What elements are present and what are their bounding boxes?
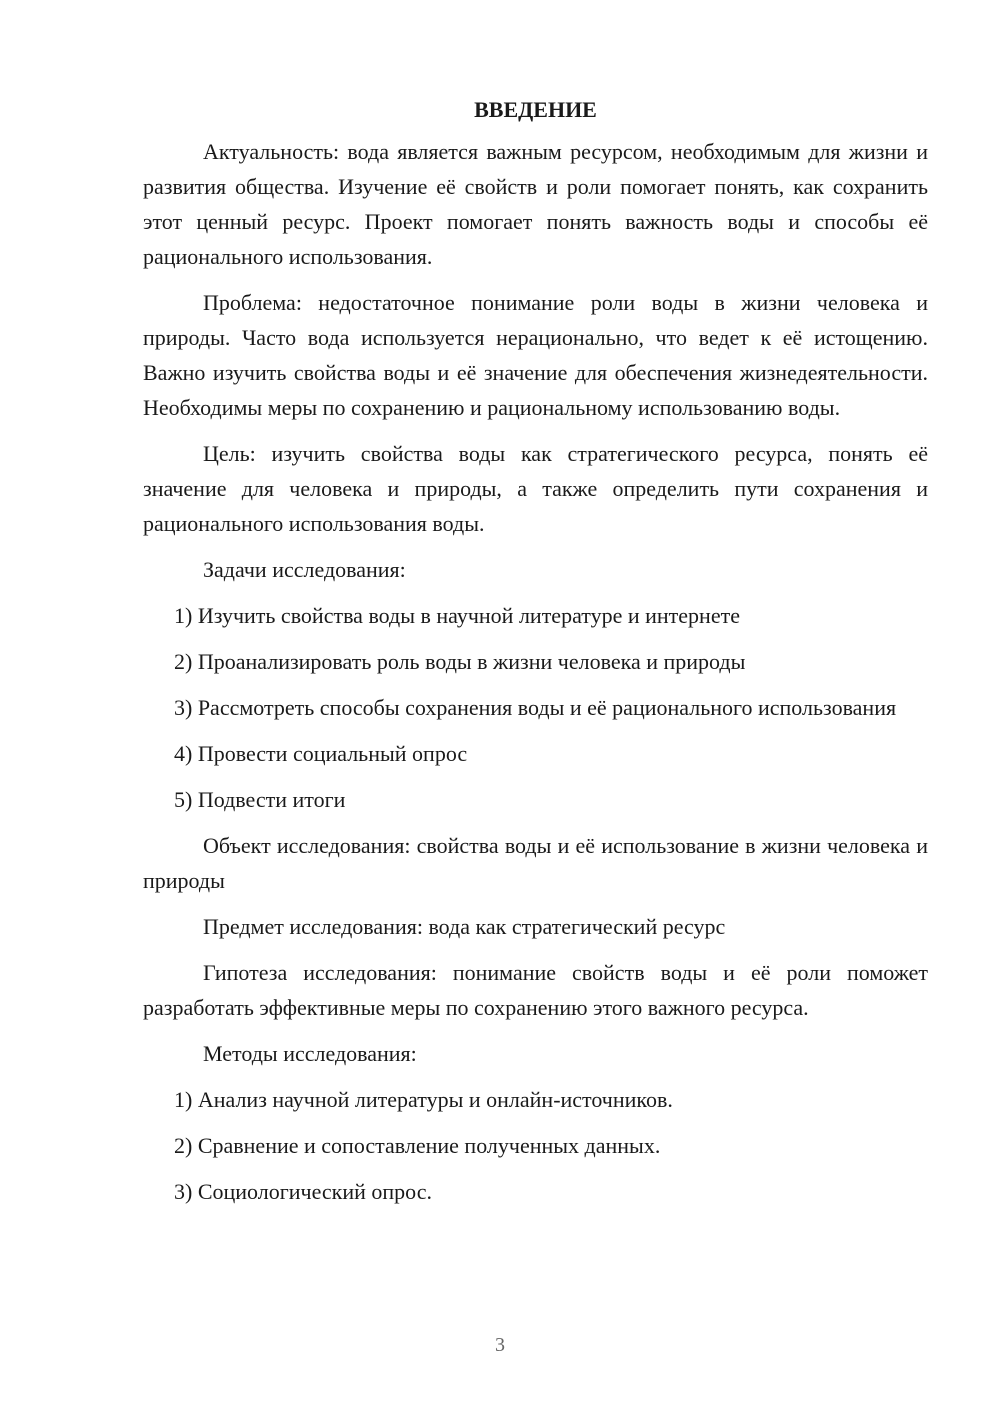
method-item: 1) Анализ научной литературы и онлайн-источников. [174, 1087, 673, 1112]
methods-heading: Методы исследования: [203, 1041, 417, 1066]
task-item: 5) Подвести итоги [174, 787, 346, 812]
relevance-paragraph: Актуальность: вода является важным ресурсом, необходимым для жизни и развития общества. Изучение её свойств и роли помогает понять, как сохранить этот ценный ресурс. Проект помогает понять важность воды и способы её рационального использования. [143, 139, 928, 269]
page-title: ВВЕДЕНИЕ [474, 97, 597, 122]
method-item: 2) Сравнение и сопоставление полученных данных. [174, 1133, 661, 1158]
goal-paragraph: Цель: изучить свойства воды как стратегического ресурса, понять её значение для человека и природы, а также определить пути сохранения и рационального использования воды. [143, 441, 928, 536]
hypothesis-paragraph: Гипотеза исследования: понимание свойств воды и её роли поможет разработать эффективные меры по сохранению этого важного ресурса. [143, 960, 928, 1020]
subject-paragraph: Предмет исследования: вода как стратегический ресурс [203, 914, 726, 939]
page-number: 3 [495, 1334, 505, 1356]
method-item: 3) Социологический опрос. [174, 1179, 432, 1204]
task-item: 2) Проанализировать роль воды в жизни человека и природы [174, 649, 746, 674]
problem-paragraph: Проблема: недостаточное понимание роли воды в жизни человека и природы. Часто вода используется нерационально, что ведет к её истощению. Важно изучить свойства воды и её значение для обеспечения жизнедеятельности. Необходимы меры по сохранению и рациональному использованию воды. [143, 290, 928, 420]
tasks-heading: Задачи исследования: [203, 557, 406, 582]
task-item: 1) Изучить свойства воды в научной литературе и интернете [174, 603, 740, 628]
object-paragraph: Объект исследования: свойства воды и её использование в жизни человека и природы [143, 833, 928, 893]
task-item: 3) Рассмотреть способы сохранения воды и её рационального использования [174, 695, 897, 720]
task-item: 4) Провести социальный опрос [174, 741, 468, 766]
page-content [143, 92, 928, 1220]
